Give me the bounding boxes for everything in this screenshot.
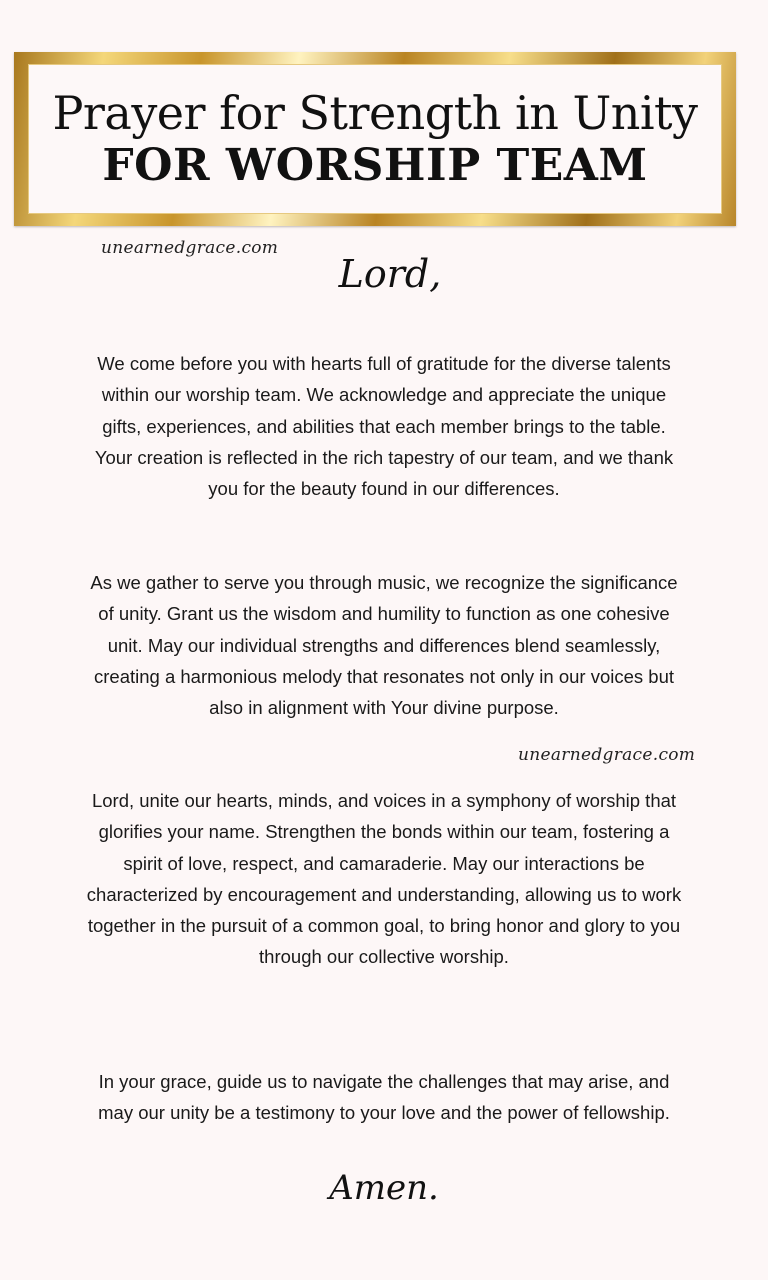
- watermark-middle: unearnedgrace.com: [518, 745, 696, 765]
- prayer-paragraph-4: In your grace, guide us to navigate the challenges that may arise, and may our unity be a testimony to your love and the power of fellowship.: [98, 1071, 670, 1124]
- salutation: Lord,: [338, 252, 442, 296]
- closing-amen: Amen.: [329, 1168, 439, 1208]
- title-frame: [14, 52, 736, 226]
- prayer-paragraph-2: As we gather to serve you through music, we recognize the significance of unity. Grant us the wisdom and humility to function as one cohesive unit. May our individual strengths and differences blend seamlessly, creating a harmonious melody that resonates not only in our voices but also in alignment with Your divine purpose.: [90, 572, 678, 719]
- title-box: [28, 64, 722, 214]
- prayer-paragraph-1: We come before you with hearts full of gratitude for the diverse talents within our worship team. We acknowledge and appreciate the unique gifts, experiences, and abilities that each member brings to the table. Your creation is reflected in the rich tapestry of our team, and we thank you for the beauty found in our differences.: [94, 353, 674, 500]
- page-title: Prayer for Strength in Unity: [52, 86, 698, 140]
- prayer-paragraph-3: Lord, unite our hearts, minds, and voices in a symphony of worship that glorifies your name. Strengthen the bonds within our team, fostering a spirit of love, respect, and camaraderie. May our interactions be characterized by encouragement and understanding, allowing us to work together in the pursuit of a common goal, to bring honor and glory to you through our collective worship.: [86, 790, 682, 968]
- page-subtitle: FOR WORSHIP TEAM: [102, 140, 648, 191]
- watermark-top: unearnedgrace.com: [101, 238, 279, 258]
